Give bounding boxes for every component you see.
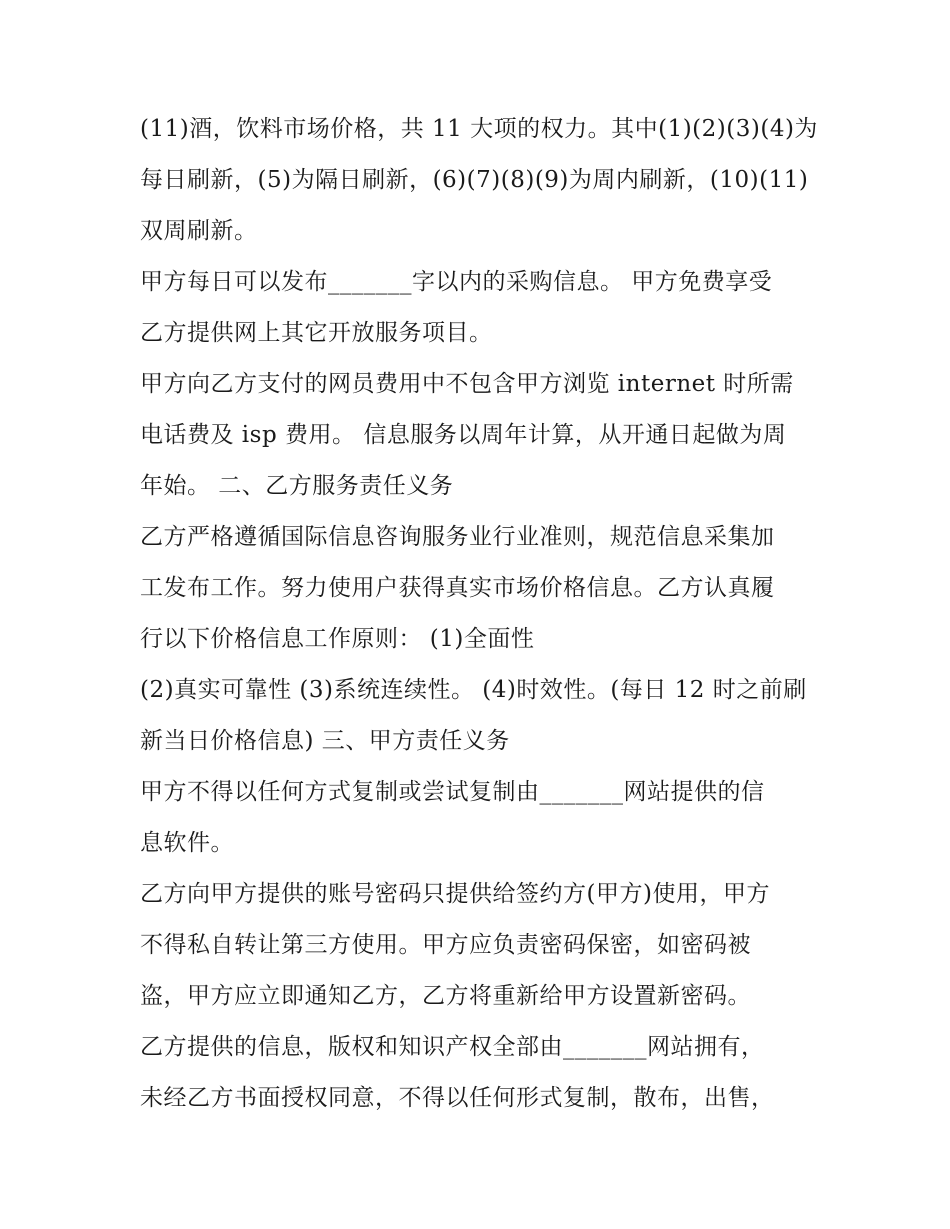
text-line: 每日刷新，(5)为隔日刷新，(6)(7)(8)(9)为周内刷新，(10)(11) bbox=[140, 167, 809, 193]
text-line: 盗，甲方应立即通知乙方，乙方将重新给甲方设置新密码。 bbox=[140, 983, 751, 1009]
text-line: 乙方提供的信息，版权和知识产权全部由_______网站拥有， bbox=[140, 1034, 765, 1060]
text-line: (11)酒，饮料市场价格，共 11 大项的权力。其中(1)(2)(3)(4)为 bbox=[140, 116, 818, 142]
text-line: 双周刷新。 bbox=[140, 218, 258, 244]
text-line: 甲方每日可以发布_______字以内的采购信息。 甲方免费享受 bbox=[140, 269, 773, 295]
text-line: 行以下价格信息工作原则： (1)全面性 bbox=[140, 626, 535, 652]
text-line: 年始。 二、乙方服务责任义务 bbox=[140, 473, 454, 499]
text-line: 甲方不得以任何方式复制或尝试复制由_______网站提供的信 bbox=[140, 779, 765, 805]
text-line: 工发布工作。努力使用户获得真实市场价格信息。乙方认真履 bbox=[140, 575, 775, 601]
text-line: 息软件。 bbox=[140, 830, 234, 856]
text-line: 电话费及 isp 费用。 信息服务以周年计算，从开通日起做为周 bbox=[140, 422, 787, 448]
text-line: (2)真实可靠性 (3)系统连续性。 (4)时效性。(每日 12 时之前刷 bbox=[140, 677, 807, 703]
text-line: 未经乙方书面授权同意，不得以任何形式复制，散布，出售， bbox=[140, 1085, 775, 1111]
text-line: 不得私自转让第三方使用。甲方应负责密码保密，如密码被 bbox=[140, 932, 751, 958]
text-line: 甲方向乙方支付的网员费用中不包含甲方浏览 internet 时所需 bbox=[140, 371, 794, 397]
text-line: 新当日价格信息) 三、甲方责任义务 bbox=[140, 728, 510, 754]
text-line: 乙方严格遵循国际信息咨询服务业行业准则，规范信息采集加 bbox=[140, 524, 775, 550]
text-line: 乙方提供网上其它开放服务项目。 bbox=[140, 320, 493, 346]
text-line: 乙方向甲方提供的账号密码只提供给签约方(甲方)使用，甲方 bbox=[140, 881, 770, 907]
contract-text bbox=[140, 104, 830, 1124]
